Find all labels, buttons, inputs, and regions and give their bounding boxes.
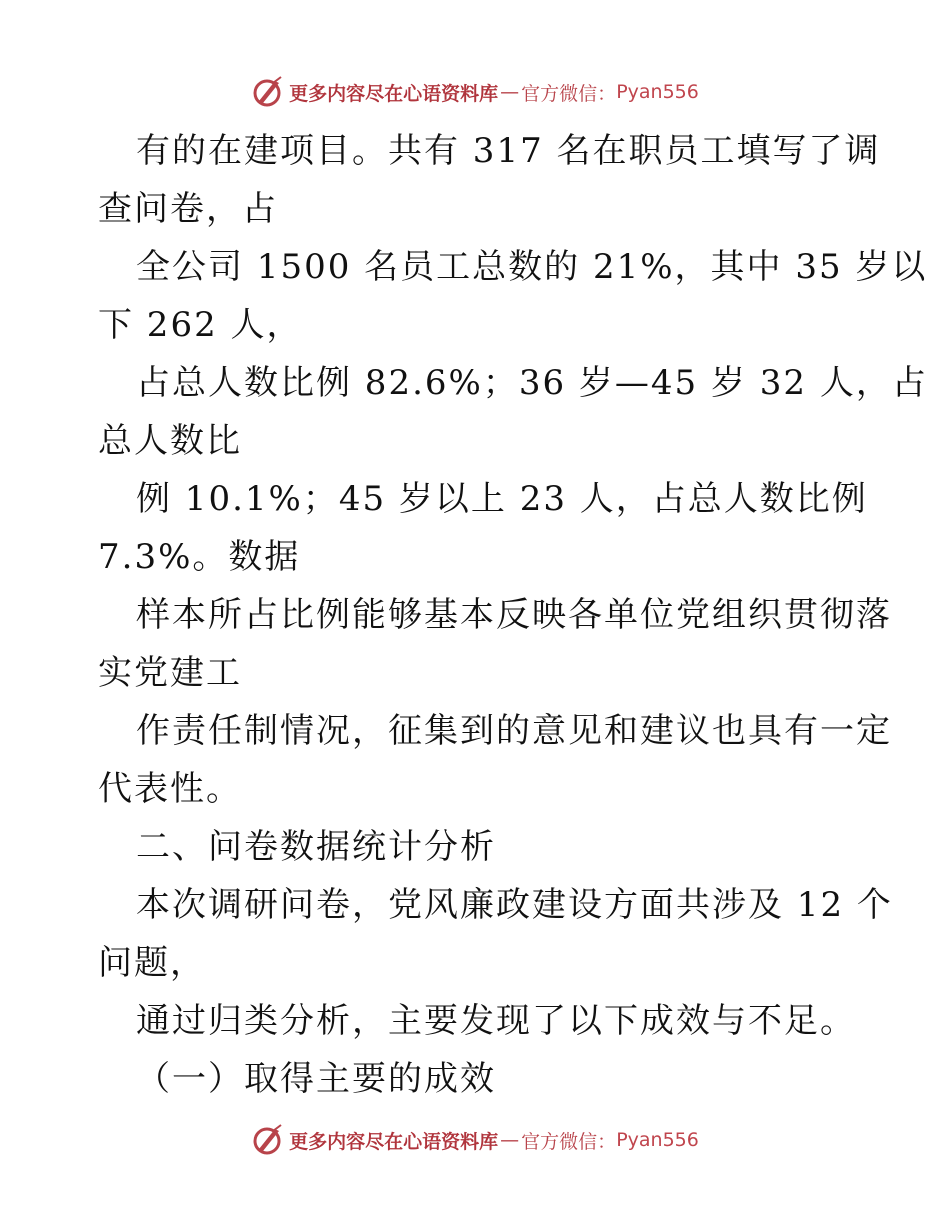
subsection-heading-text: （一）取得主要的成效 xyxy=(136,1059,496,1099)
subsection-heading xyxy=(98,1050,858,1108)
watermark-wechat-id: Pyan556 xyxy=(616,1129,699,1151)
watermark-dash: — xyxy=(500,1129,520,1151)
paragraph xyxy=(98,122,881,238)
paragraph-continuation: 问题， xyxy=(98,943,206,983)
paragraph xyxy=(98,238,928,354)
paragraph-line: 通过归类分析，主要发现了以下成效与不足。 xyxy=(136,1001,856,1041)
quill-logo-icon xyxy=(251,75,285,109)
watermark-main-text: 更多内容尽在心语资料库 xyxy=(289,1130,499,1153)
paragraph xyxy=(98,354,928,470)
paragraph-continuation: 下 262 人， xyxy=(98,305,303,345)
section-heading-text: 二、问卷数据统计分析 xyxy=(136,827,496,867)
paragraph-continuation: 总人数比 xyxy=(98,421,242,461)
watermark-footer xyxy=(0,1120,950,1160)
paragraph-continuation: 实党建工 xyxy=(98,653,242,693)
paragraph-line: 本次调研问卷，党风廉政建设方面共涉及 12 个 xyxy=(136,885,893,925)
paragraph xyxy=(98,876,893,992)
paragraph-continuation: 代表性。 xyxy=(98,769,242,809)
paragraph xyxy=(98,702,892,818)
watermark-dash: — xyxy=(500,81,520,103)
paragraph-line: 有的在建项目。共有 317 名在职员工填写了调 xyxy=(136,131,881,171)
watermark-main-text: 更多内容尽在心语资料库 xyxy=(289,82,499,105)
paragraph-line: 例 10.1%；45 岁以上 23 人，占总人数比例 xyxy=(136,479,868,519)
document-body xyxy=(98,122,928,1108)
section-heading xyxy=(98,818,858,876)
paragraph-continuation: 7.3%。数据 xyxy=(98,537,301,577)
watermark-wechat-id: Pyan556 xyxy=(616,81,699,103)
quill-logo-icon xyxy=(251,1123,285,1157)
paragraph xyxy=(98,470,868,586)
paragraph-line: 占总人数比例 82.6%；36 岁—45 岁 32 人，占 xyxy=(136,363,928,403)
paragraph-line: 作责任制情况，征集到的意见和建议也具有一定 xyxy=(136,711,892,751)
watermark-header xyxy=(0,72,950,112)
paragraph-continuation: 查问卷，占 xyxy=(98,189,278,229)
paragraph-line: 样本所占比例能够基本反映各单位党组织贯彻落 xyxy=(136,595,892,635)
watermark-wechat-label: 官方微信： xyxy=(521,1130,617,1153)
paragraph-line: 全公司 1500 名员工总数的 21%，其中 35 岁以 xyxy=(136,247,928,287)
paragraph xyxy=(98,992,858,1050)
watermark-wechat-label: 官方微信： xyxy=(521,82,617,105)
paragraph xyxy=(98,586,892,702)
